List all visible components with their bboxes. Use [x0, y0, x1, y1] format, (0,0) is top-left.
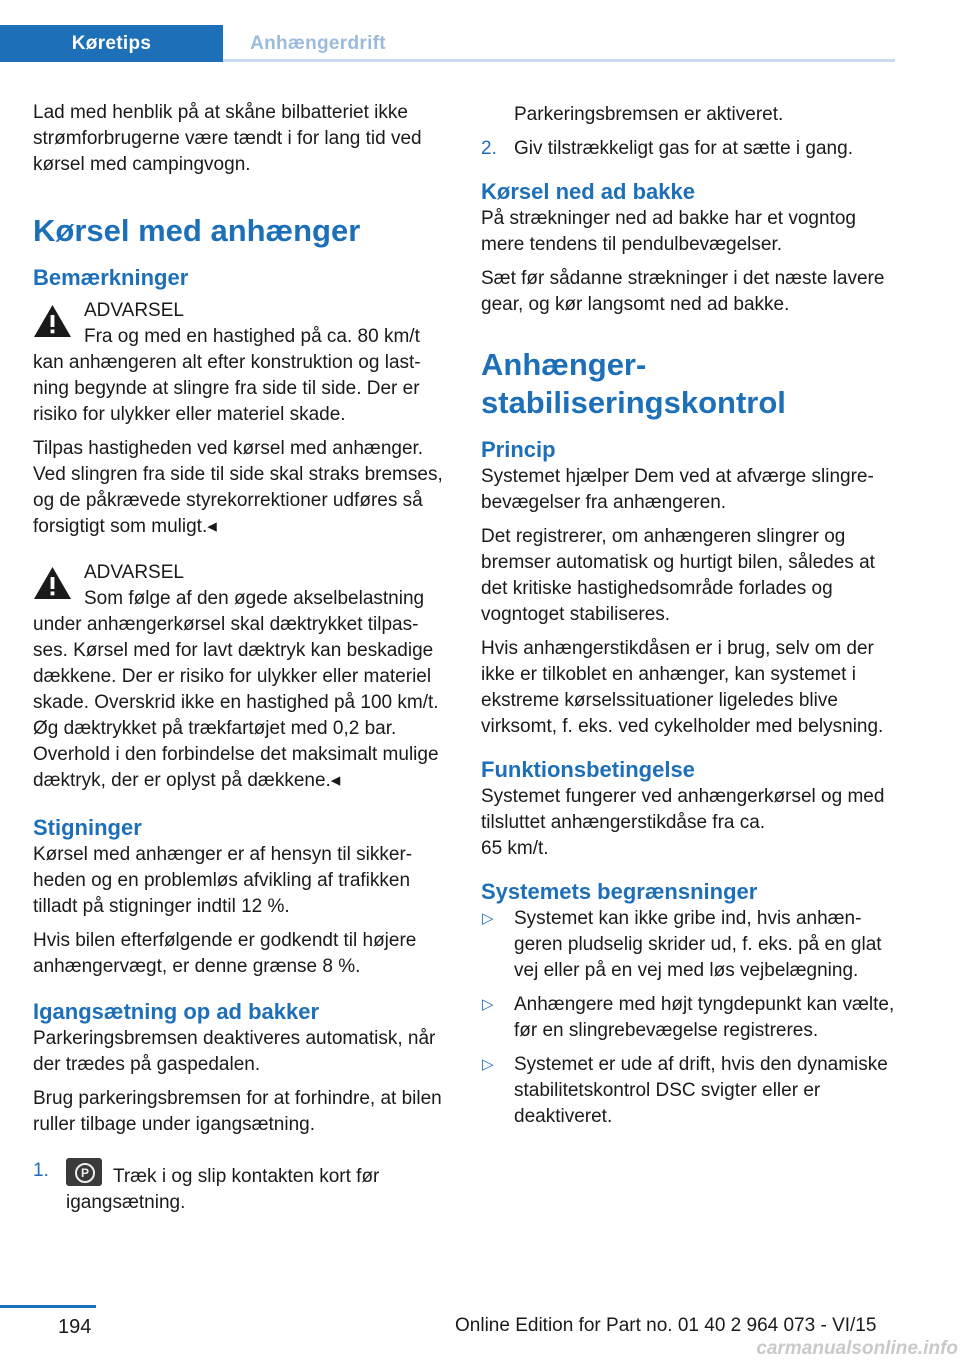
warning-triangle-icon: [33, 566, 72, 600]
triangle-bullet-icon: ▷: [482, 910, 494, 927]
incline-paragraph-2: Hvis bilen efterfølgende er godkendt til højere anhængervægt, er denne grænse 8 %.: [33, 930, 417, 977]
warning-label: ADVARSEL: [84, 300, 184, 321]
step-number: 2.: [481, 138, 497, 159]
list-item: ▷ Systemet er ude af drift, hvis den dynamiske stabilitetskontrol DSC svigter eller er deaktiveret.: [482, 1054, 888, 1127]
list-item: ▷ Systemet kan ikke gribe ind, hvis anhængeren pludselig skrider ud, f. eks. på en glat vej eller på en vej med løs vejbelægning.: [482, 908, 882, 981]
section-title: Kørsel med anhænger: [33, 213, 361, 248]
warning-triangle-icon: [33, 304, 72, 338]
left-column: [33, 100, 445, 1222]
tab-underline: [223, 59, 895, 62]
watermark: carmanualsonline.info: [756, 1338, 958, 1359]
heading-downhill: Kørsel ned ad bakke: [481, 179, 695, 204]
heading-notes: Bemærkninger: [33, 265, 189, 290]
heading-principle: Princip: [481, 437, 556, 462]
parking-brake-button-icon: P: [66, 1158, 102, 1186]
step-number: 1.: [33, 1160, 49, 1181]
downhill-paragraph-2: Sæt før sådanne strækninger i det næste lavere gear, og kør langsomt ned ad bakke.: [481, 268, 885, 315]
step-1-continuation: Parkeringsbremsen er aktiveret.: [514, 104, 784, 125]
downhill-paragraph-1: På strækninger ned ad bakke har et vogntog mere tendens til pendulbevægelser.: [481, 208, 856, 255]
principle-paragraph-2: Det registrerer, om anhængeren slingrer og bremser automatisk og hurtigt bilen, således at det kritiske hastighedsområde forlades og vogntoget stabiliseres.: [481, 526, 875, 625]
section-title-stabilization: Anhænger- stabiliseringskontrol: [481, 347, 786, 420]
principle-paragraph-1: Systemet hjælper Dem ved at afværge slingrebevægelser fra anhængeren.: [481, 466, 874, 513]
warning-1-paragraph-2: Tilpas hastigheden ved kørsel med anhænger. Ved slingren fra side til side skal straks bremses, og de påkrævede styrekorrektioner udføres så forsigtigt som muligt.◂: [33, 438, 443, 537]
warning-label: ADVARSEL: [84, 562, 184, 583]
edition-footer: Online Edition for Part no. 01 40 2 964 073 - VI/15: [455, 1315, 877, 1336]
heading-function-condition: Funktionsbetingelse: [481, 757, 695, 782]
triangle-bullet-icon: ▷: [482, 996, 494, 1013]
heading-system-limits: Systemets begrænsninger: [481, 879, 758, 904]
heading-inclines: Stigninger: [33, 815, 142, 840]
warning-block-1: [33, 298, 445, 428]
warning-text: kan anhængeren alt efter konstruktion og lastning begynde at slingre fra side til side. Der er risiko for ulykker eller materiel skade.: [33, 352, 421, 425]
tab-koeretips[interactable]: Køretips: [0, 25, 223, 62]
start-paragraph-2: Brug parkeringsbremsen for at forhindre, at bilen ruller tilbage under igangsætning.: [33, 1088, 442, 1135]
incline-paragraph-1: Kørsel med anhænger er af hensyn til sikkerheden og en problemløs afvikling af trafikken tilladt på stigninger indtil 12 %.: [33, 844, 413, 917]
principle-paragraph-3: Hvis anhængerstikdåsen er i brug, selv om der ikke er tilkoblet en anhænger, kan systemet i ekstreme kørselssituationer ligeledes blive virksomt, f. eks. ved cykelholder med belysning.: [481, 638, 884, 737]
step-2: [481, 136, 897, 162]
header-tab-bar: [0, 25, 895, 62]
page-number: 194: [58, 1316, 92, 1338]
intro-paragraph: Lad med henblik på at skåne bilbatteriet ikke strømforbrugerne være tændt i for lang tid ved kørsel med campingvogn.: [33, 102, 422, 175]
function-paragraph: Systemet fungerer ved anhængerkørsel og med tilsluttet anhængerstikdåse fra ca. 65 km/t.: [481, 786, 885, 859]
warning-first-line: Fra og med en hastighed på ca. 80 km/t: [84, 326, 420, 347]
start-paragraph-1: Parkeringsbremsen deaktiveres automatisk, når der trædes på gaspedalen.: [33, 1028, 436, 1075]
heading-uphill-start: Igangsætning op ad bakker: [33, 999, 320, 1024]
step-1: [33, 1158, 445, 1216]
step-text: Giv tilstrækkeligt gas for at sætte i gang.: [514, 138, 853, 159]
right-column: [481, 102, 897, 1138]
warning-text: under anhængerkørsel skal dæktrykket tilpasses. Kørsel med for lavt dæktryk kan beskadige dækkene. Der er risiko for ulykker eller materiel skade. Overskrid ikke en hastighed på 100 km/t. Øg dæktrykket på trækfartøjet med 0,2 bar. Overhold i den forbindelse det maksimalt mulige dæktryk, der er oplyst på dækkene.◂: [33, 614, 439, 791]
warning-block-2: [33, 560, 445, 794]
warning-first-line: Som følge af den øgede akselbelastning: [84, 588, 425, 609]
page-number-rule: [0, 1305, 96, 1308]
list-item: ▷ Anhængere med højt tyngdepunkt kan vælte, før en slingrebevægelse registreres.: [482, 994, 895, 1041]
step-text: Træk i og slip kontakten kort før igangsætning.: [66, 1166, 380, 1213]
triangle-bullet-icon: ▷: [482, 1056, 494, 1073]
tab-anhaengerdrift[interactable]: Anhængerdrift: [250, 32, 386, 54]
